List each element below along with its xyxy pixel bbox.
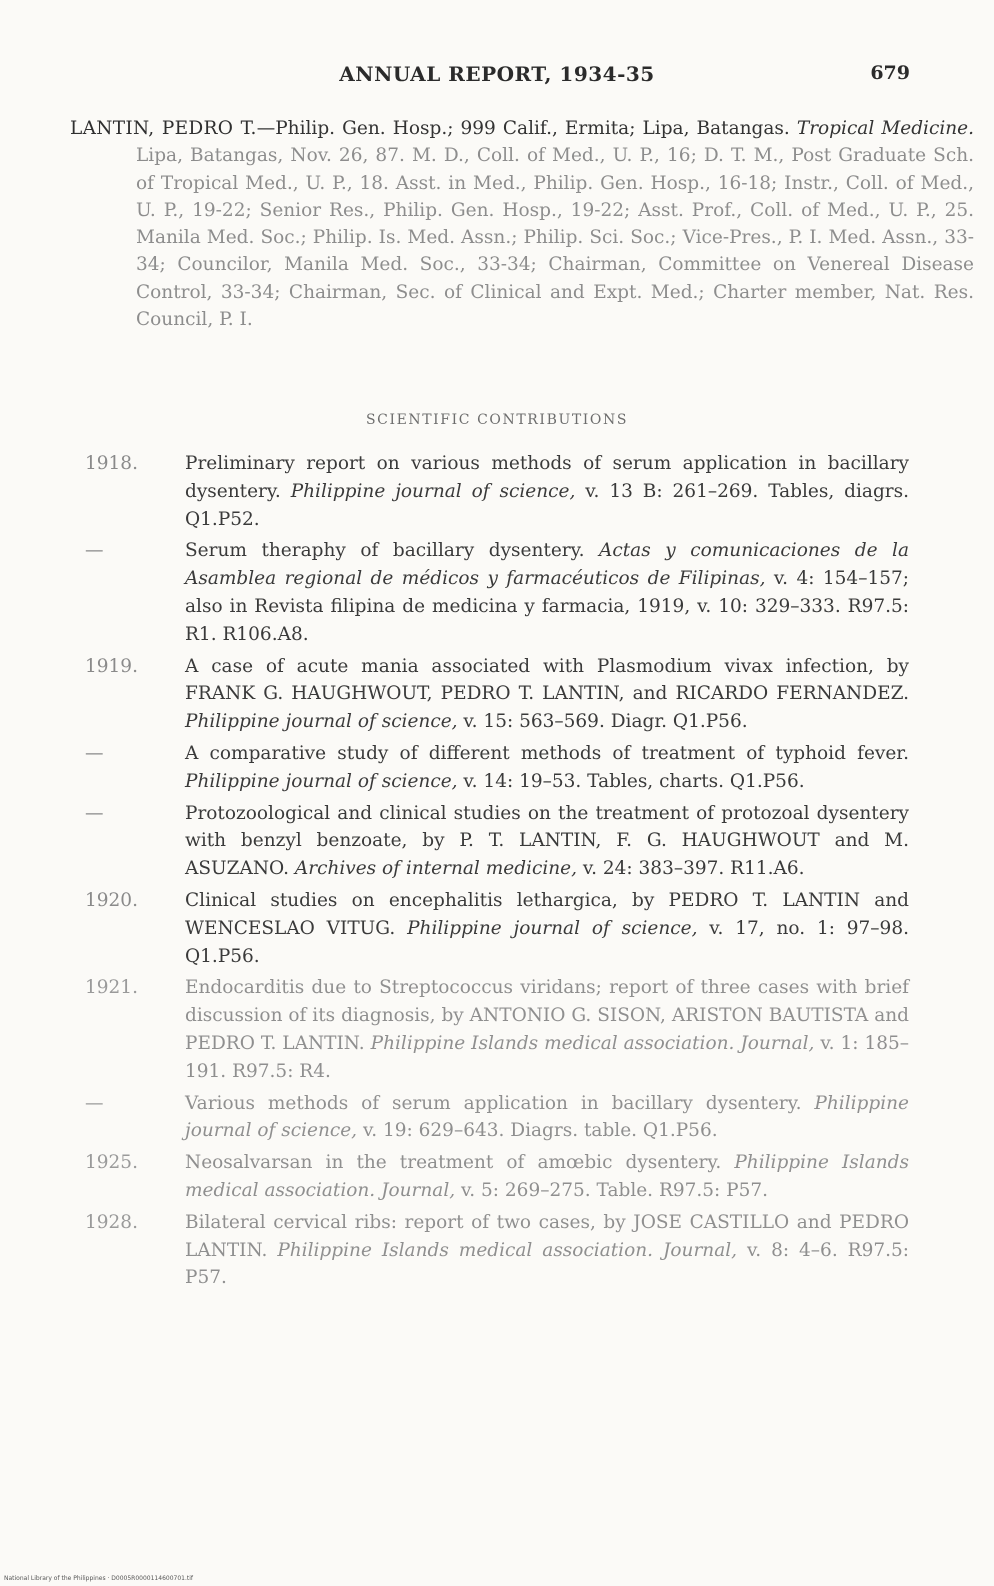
contribution-entry xyxy=(85,1090,909,1146)
entry-reference: v. 14: 19–53. Tables, charts. Q1.P56. xyxy=(457,770,805,792)
entry-reference: v. 17, no. 1: 97–98. Q1.P56. xyxy=(185,917,909,967)
contribution-entry xyxy=(85,450,909,533)
entry-reference: v. 24: 383–397. R11.A6. xyxy=(576,858,805,880)
entry-year: 1921. xyxy=(85,977,138,999)
page-header xyxy=(0,62,994,92)
entry-reference: v. 1: 185–191. R97.5: R4. xyxy=(185,1032,910,1082)
bio-field: Tropical Medicine. xyxy=(796,118,974,139)
entry-journal: Philippine Islands medical association. Journal, xyxy=(185,1152,909,1201)
contribution-entry xyxy=(85,537,909,648)
contribution-entry xyxy=(85,740,909,796)
entry-authors: by ANTONIO G. SISON, ARISTON BAUTISTA and PEDRO T. LANTIN. xyxy=(185,1005,909,1054)
section-title: SCIENTIFIC CONTRIBUTIONS xyxy=(365,412,629,428)
entry-year: 1928. xyxy=(85,1211,138,1233)
entry-journal: Philippine journal of science, xyxy=(185,711,458,733)
entry-reference: v. 5: 269–275. Table. R97.5: P57. xyxy=(455,1179,769,1201)
entry-year: 1918. xyxy=(85,453,138,474)
entry-title: Protozoological and clinical studies on the treatment of protozoal dysentery with benzyl benzoate, xyxy=(185,802,909,852)
biography-entry xyxy=(70,115,974,333)
entry-authors: by P. T. LANTIN, F. G. HAUGHWOUT and M. ASUZANO. xyxy=(185,830,909,880)
entry-authors: by JOSE CASTILLO and PEDRO LANTIN. xyxy=(185,1211,909,1261)
scan-footer: National Library of the Philippines · D0005R0000114600701.tif xyxy=(4,1575,194,1582)
entry-journal: Philippine Islands medical association. Journal, xyxy=(370,1032,815,1054)
entry-title: Endocarditis due to Streptococcus viridans; report of three cases with brief discussion of its diagnosis, xyxy=(185,977,909,1027)
entry-authors: by FRANK G. HAUGHWOUT, PEDRO T. LANTIN, and RICARDO FERNANDEZ. xyxy=(185,655,909,705)
entry-year: — xyxy=(85,1092,104,1114)
entry-reference: v. 13 B: 261–269. Tables, diagrs. Q1.P52. xyxy=(185,480,910,530)
entry-year: 1925. xyxy=(85,1152,138,1174)
contribution-entry xyxy=(85,1209,909,1292)
entry-year: — xyxy=(85,540,104,562)
entry-journal: Philippine journal of science, xyxy=(407,917,698,939)
contribution-entry xyxy=(85,887,909,970)
entry-journal: Philippine journal of science, xyxy=(290,480,576,502)
entry-year: 1920. xyxy=(85,889,138,911)
entry-title: A comparative study of different methods of treatment of typhoid fever. xyxy=(185,742,909,764)
running-head: ANNUAL REPORT, 1934-35 xyxy=(339,62,655,86)
entry-reference: v. 15: 563–569. Diagr. Q1.P56. xyxy=(457,711,748,733)
contribution-entry xyxy=(85,653,909,736)
entry-journal: Philippine Islands medical association. Journal, xyxy=(277,1239,738,1261)
entry-year: — xyxy=(85,802,104,824)
entry-journal: Actas y comunicaciones de la Asamblea regional de médicos y farmacéuticos de Filipinas, xyxy=(185,540,909,590)
entry-journal: Philippine journal of science, xyxy=(185,770,458,792)
entry-title: A case of acute mania associated with Plasmodium vivax infection, xyxy=(185,655,887,677)
contribution-entry xyxy=(85,800,909,883)
entry-title: Neosalvarsan in the treatment of amœbic dysentery. xyxy=(185,1152,735,1174)
contribution-entry xyxy=(85,1149,909,1205)
entry-title: Serum theraphy of bacillary dysentery. xyxy=(185,540,600,562)
entry-reference: v. 4: 154–157; also in Revista filipina de medicina y farmacia, 1919, v. 10: 329–333. R97.5: R1. R106.A8. xyxy=(185,568,909,645)
entry-reference: v. 8: 4–6. R97.5: P57. xyxy=(185,1239,909,1289)
entry-title: Various methods of serum application in bacillary dysentery. xyxy=(185,1092,815,1114)
entry-title: Preliminary report on various methods of serum application in bacillary dysentery. xyxy=(185,453,909,502)
contributions-list xyxy=(85,450,909,1296)
bio-name: LANTIN, PEDRO T. xyxy=(70,118,257,139)
entry-journal: Archives of internal medicine, xyxy=(294,858,577,880)
entry-title: Bilateral cervical ribs: report of two cases, xyxy=(185,1211,604,1233)
entry-journal: Philippine journal of science, xyxy=(185,1092,909,1142)
contribution-entry xyxy=(85,974,909,1085)
bio-text-affiliation: —Philip. Gen. Hosp.; 999 Calif., Ermita; Lipa, Batangas. xyxy=(256,118,797,139)
entry-year: 1919. xyxy=(85,655,138,677)
bio-text-details: Lipa, Batangas, Nov. 26, 87. M. D., Coll. of Med., U. P., 16; D. T. M., Post Graduate Sch. of Tropical Med., U. P., 18. Asst. in Med., Philip. Gen. Hosp., 16-18; Instr., Coll. of Med., U. P., 19-22; Senior Res., Philip. Gen. Hosp., 19-22; Asst. Prof., Coll. of Med., U. P., 25. Manila Med. Soc.; Philip. Is. Med. Assn.; Philip. Sci. Soc.; Vice-Pres., P. I. Med. Assn., 33-34; Councilor, Manila Med. Soc., 33-34; Chairman, Committee on Venereal Disease Control, 33-34; Chairman, Sec. of Clinical and Expt. Med.; Charter member, Nat. Res. Council, P. I. xyxy=(136,145,974,331)
page-number: 679 xyxy=(870,62,910,84)
entry-reference: v. 19: 629–643. Diagrs. table. Q1.P56. xyxy=(357,1120,718,1142)
entry-authors: by PEDRO T. LANTIN and WENCESLAO VITUG. xyxy=(185,889,909,939)
entry-year: — xyxy=(85,742,104,764)
entry-title: Clinical studies on encephalitis lethargica, xyxy=(185,889,633,911)
